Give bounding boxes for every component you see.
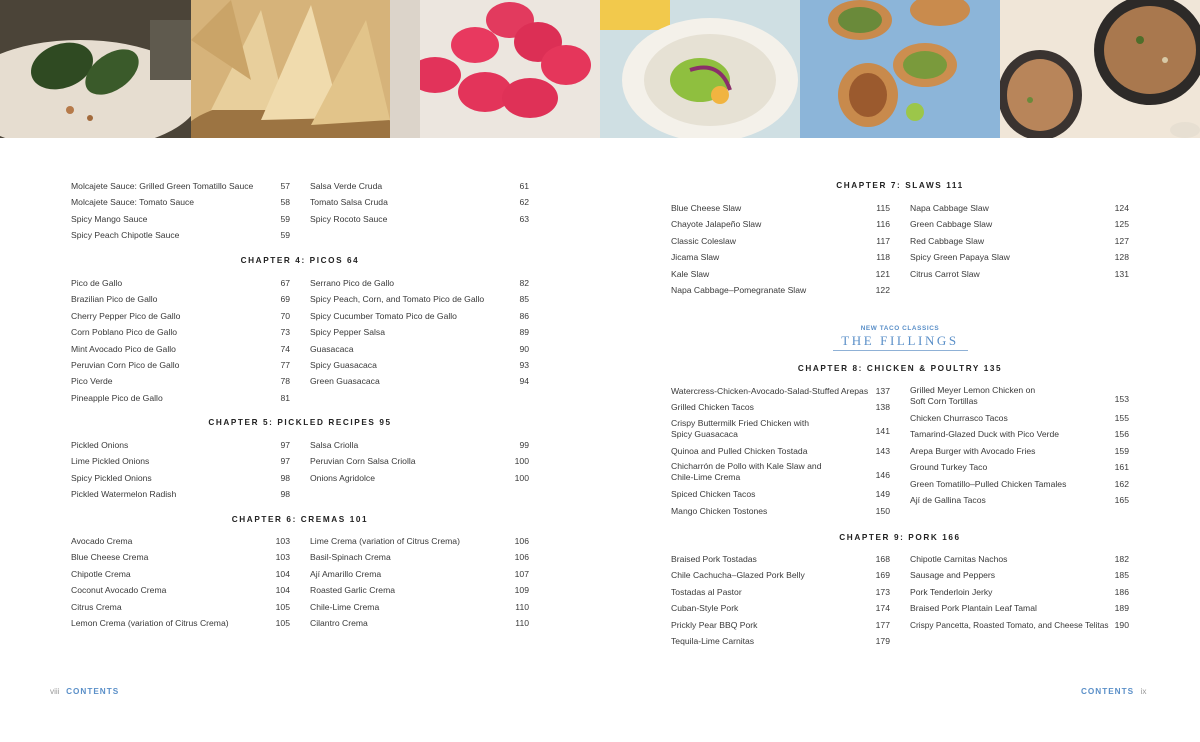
toc-column-slaws-2 <box>910 200 1129 282</box>
toc-entry[interactable]: Tamarind-Glazed Duck with Pico Verde 156 <box>910 429 1129 440</box>
toc-entry[interactable]: Chicharrón de Pollo with Kale Slaw and Chile-Lime Crema 146 <box>671 461 890 483</box>
toc-entry[interactable]: Chipotle Carnitas Nachos 182 <box>910 554 1129 564</box>
section-title[interactable]: THE FILLINGS <box>841 333 959 348</box>
toc-entry[interactable]: Spicy Rocoto Sauce 63 <box>310 213 529 224</box>
toc-entry[interactable]: Lemon Crema (variation of Citrus Crema) 105 <box>71 618 290 629</box>
toc-entry[interactable]: Salsa Criolla 99 <box>310 440 529 450</box>
toc-entry[interactable]: Molcajete Sauce: Tomato Sauce 58 <box>71 197 290 208</box>
section-rule <box>833 350 968 351</box>
toc-entry[interactable]: Corn Poblano Pico de Gallo 73 <box>71 327 290 338</box>
toc-entry[interactable]: Citrus Crema 105 <box>71 601 290 612</box>
toc-entry[interactable]: Chayote Jalapeño Slaw 116 <box>671 219 890 230</box>
toc-entry[interactable]: Chipotle Crema 104 <box>71 568 290 579</box>
toc-entry[interactable]: Spicy Pepper Salsa 89 <box>310 327 529 338</box>
toc-column-sauces-2 <box>310 178 529 227</box>
folio-left <box>50 687 119 696</box>
toc-entry[interactable]: Spicy Peach Chipotle Sauce 59 <box>71 230 290 241</box>
toc-entry[interactable]: Mint Avocado Pico de Gallo 74 <box>71 343 290 354</box>
toc-entry[interactable]: Prickly Pear BBQ Pork 177 <box>671 619 890 630</box>
photo-pink-tortillas <box>390 0 600 138</box>
toc-entry[interactable]: Avocado Crema 103 <box>71 536 290 546</box>
toc-entry[interactable]: Napa Cabbage–Pomegranate Slaw 122 <box>671 285 890 296</box>
toc-entry[interactable]: Lime Pickled Onions 97 <box>71 456 290 467</box>
toc-entry[interactable]: Cilantro Crema 110 <box>310 618 529 629</box>
toc-column-pork-2 <box>910 551 1129 633</box>
toc-entry[interactable]: Spicy Peach, Corn, and Tomato Pico de Gallo 85 <box>310 294 529 305</box>
toc-entry[interactable]: Cuban-Style Pork 174 <box>671 603 890 614</box>
section-kicker: NEW TACO CLASSICS <box>860 325 940 332</box>
folio-right <box>1081 687 1147 696</box>
page-number: viii <box>50 687 60 696</box>
running-head: CONTENTS <box>1081 687 1135 696</box>
toc-entry[interactable]: Spicy Pickled Onions 98 <box>71 472 290 483</box>
toc-entry[interactable]: Ají de Gallina Tacos 165 <box>910 495 1129 506</box>
toc-entry[interactable]: Red Cabbage Slaw 127 <box>910 235 1129 246</box>
toc-column-pickled-2 <box>310 437 529 486</box>
toc-entry[interactable]: Green Tomatillo–Pulled Chicken Tamales 162 <box>910 478 1129 489</box>
toc-entry[interactable]: Sausage and Peppers 185 <box>910 570 1129 581</box>
toc-entry[interactable]: Peruvian Corn Salsa Criolla 100 <box>310 456 529 467</box>
toc-column-cremas-1 <box>71 533 290 631</box>
toc-entry[interactable]: Tequila-Lime Carnitas 179 <box>671 636 890 647</box>
photo-ceviche-bowl <box>600 0 800 138</box>
chapter-7-heading[interactable]: CHAPTER 7: SLAWS 111 <box>836 181 964 190</box>
toc-entry[interactable]: Braised Pork Plantain Leaf Tamal 189 <box>910 603 1129 614</box>
toc-entry[interactable]: Green Cabbage Slaw 125 <box>910 219 1129 230</box>
photo-rice-pots <box>1000 0 1200 138</box>
toc-entry[interactable]: Cherry Pepper Pico de Gallo 70 <box>71 310 290 321</box>
photo-grilled-peppers <box>0 0 191 138</box>
toc-entry[interactable]: Kale Slaw 121 <box>671 268 890 279</box>
toc-entry[interactable]: Coconut Avocado Crema 104 <box>71 585 290 596</box>
toc-column-pork-1 <box>671 551 890 649</box>
toc-entry[interactable]: Grilled Meyer Lemon Chicken on Soft Corn Tortillas 153 <box>910 385 1129 406</box>
toc-column-sauces-1 <box>71 178 290 244</box>
toc-entry[interactable]: Pork Tenderloin Jerky 186 <box>910 586 1129 597</box>
toc-entry[interactable]: Crispy Buttermilk Fried Chicken with Spicy Guasacaca 141 <box>671 417 890 439</box>
photo-taco-boats <box>800 0 1000 138</box>
toc-entry[interactable]: Spiced Chicken Tacos 149 <box>671 489 890 500</box>
toc-entry[interactable]: Crispy Pancetta, Roasted Tomato, and Cheese Telitas 190 <box>910 619 1129 630</box>
toc-column-picos-2 <box>310 275 529 390</box>
toc-entry[interactable]: Spicy Green Papaya Slaw 128 <box>910 252 1129 263</box>
toc-column-poultry-2 <box>910 383 1129 508</box>
toc-entry[interactable]: Tomato Salsa Cruda 62 <box>310 197 529 208</box>
toc-entry[interactable]: Spicy Guasacaca 93 <box>310 360 529 371</box>
toc-entry[interactable]: Chile-Lime Crema 110 <box>310 601 529 612</box>
toc-entry[interactable]: Green Guasacaca 94 <box>310 376 529 387</box>
toc-entry[interactable]: Pico de Gallo 67 <box>71 278 290 288</box>
chapter-4-heading[interactable]: CHAPTER 4: PICOS 64 <box>240 256 360 265</box>
toc-entry[interactable]: Basil-Spinach Crema 106 <box>310 552 529 563</box>
toc-entry[interactable]: Serrano Pico de Gallo 82 <box>310 278 529 288</box>
toc-entry[interactable]: Pickled Onions 97 <box>71 440 290 450</box>
toc-entry[interactable]: Classic Coleslaw 117 <box>671 235 890 246</box>
toc-entry[interactable]: Jicama Slaw 118 <box>671 252 890 263</box>
toc-entry[interactable]: Braised Pork Tostadas 168 <box>671 554 890 564</box>
chapter-5-heading[interactable]: CHAPTER 5: PICKLED RECIPES 95 <box>208 418 392 427</box>
toc-entry[interactable]: Arepa Burger with Avocado Fries 159 <box>910 445 1129 456</box>
toc-entry[interactable]: Guasacaca 90 <box>310 343 529 354</box>
toc-entry[interactable]: Salsa Verde Cruda 61 <box>310 181 529 191</box>
toc-entry[interactable]: Ground Turkey Taco 161 <box>910 462 1129 473</box>
toc-entry[interactable]: Napa Cabbage Slaw 124 <box>910 203 1129 213</box>
chapter-6-heading[interactable]: CHAPTER 6: CREMAS 101 <box>231 515 369 524</box>
toc-entry[interactable]: Molcajete Sauce: Grilled Green Tomatillo Sauce 57 <box>71 181 290 191</box>
toc-entry[interactable]: Tostadas al Pastor 173 <box>671 586 890 597</box>
toc-column-cremas-2 <box>310 533 529 631</box>
toc-entry[interactable]: Pineapple Pico de Gallo 81 <box>71 392 290 403</box>
toc-entry[interactable]: Spicy Cucumber Tomato Pico de Gallo 86 <box>310 310 529 321</box>
toc-entry[interactable]: Blue Cheese Slaw 115 <box>671 203 890 213</box>
toc-entry[interactable]: Citrus Carrot Slaw 131 <box>910 268 1129 279</box>
toc-entry[interactable]: Blue Cheese Crema 103 <box>71 552 290 563</box>
chapter-8-heading[interactable]: CHAPTER 8: CHICKEN & POULTRY 135 <box>797 364 1003 373</box>
toc-entry[interactable]: Lime Crema (variation of Citrus Crema) 106 <box>310 536 529 546</box>
toc-column-pickled-1 <box>71 437 290 503</box>
toc-entry[interactable]: Chicken Churrasco Tacos 155 <box>910 413 1129 423</box>
toc-entry[interactable]: Quinoa and Pulled Chicken Tostada 143 <box>671 445 890 456</box>
toc-entry[interactable]: Peruvian Corn Pico de Gallo 77 <box>71 360 290 371</box>
toc-entry[interactable]: Mango Chicken Tostones 150 <box>671 505 890 516</box>
toc-column-picos-1 <box>71 275 290 406</box>
toc-column-slaws-1 <box>671 200 890 298</box>
toc-entry[interactable]: Watercress-Chicken-Avocado-Salad-Stuffed Arepas 137 <box>671 386 890 396</box>
toc-entry[interactable]: Brazilian Pico de Gallo 69 <box>71 294 290 305</box>
photo-tamales <box>191 0 390 138</box>
toc-entry[interactable]: Pico Verde 78 <box>71 376 290 387</box>
toc-entry[interactable]: Roasted Garlic Crema 109 <box>310 585 529 596</box>
page-number: ix <box>1140 687 1147 696</box>
chapter-9-heading[interactable]: CHAPTER 9: PORK 166 <box>839 533 961 542</box>
toc-entry[interactable]: Chile Cachucha–Glazed Pork Belly 169 <box>671 570 890 581</box>
toc-entry[interactable]: Grilled Chicken Tacos 138 <box>671 402 890 413</box>
toc-entry[interactable]: Spicy Mango Sauce 59 <box>71 213 290 224</box>
toc-entry[interactable]: Onions Agridolce 100 <box>310 472 529 483</box>
photo-strip <box>0 0 1200 138</box>
running-head: CONTENTS <box>66 687 120 696</box>
toc-entry[interactable]: Ají Amarillo Crema 107 <box>310 568 529 579</box>
toc-column-poultry-1 <box>671 383 890 519</box>
toc-entry[interactable]: Pickled Watermelon Radish 98 <box>71 489 290 500</box>
